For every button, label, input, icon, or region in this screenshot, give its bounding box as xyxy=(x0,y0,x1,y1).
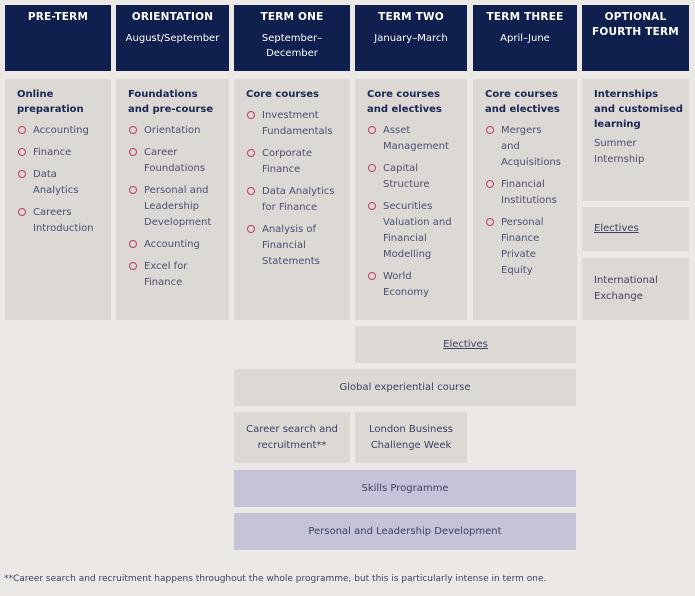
electives-link[interactable]: Electives xyxy=(594,223,639,234)
list-item: Orientation xyxy=(128,123,223,139)
personal-leadership-development xyxy=(234,513,576,550)
header-title: OPTIONAL FOURTH TERM xyxy=(592,11,679,38)
bullet-icon xyxy=(129,186,137,194)
career-search-recruitment xyxy=(234,412,350,463)
column-heading: Core courses xyxy=(246,89,319,100)
list-item: Data Analytics for Finance xyxy=(246,184,344,216)
header-title: ORIENTATION xyxy=(131,11,214,23)
list-item: Accounting xyxy=(17,123,105,139)
header-title: TERM ONE xyxy=(260,11,324,23)
skills-programme xyxy=(234,470,576,507)
bullet-icon xyxy=(18,208,26,216)
bullet-icon xyxy=(486,218,494,226)
column-pre-term xyxy=(5,79,111,320)
bullet-icon xyxy=(368,202,376,210)
list-item: Finance xyxy=(17,145,105,161)
london-business-label: London Business Challenge Week xyxy=(369,423,453,451)
bullet-icon xyxy=(368,164,376,172)
header-optional-fourth-term xyxy=(582,5,689,71)
column-fourth-term xyxy=(582,79,689,201)
list-item: Personal and Leadership Development xyxy=(128,183,223,231)
bullet-icon xyxy=(368,126,376,134)
header-subtitle: August/September xyxy=(125,33,220,44)
bullet-icon xyxy=(486,180,494,188)
bullet-icon xyxy=(247,225,255,233)
bullet-icon xyxy=(18,126,26,134)
bullet-icon xyxy=(129,126,137,134)
global-experiential-label: Global experiential course xyxy=(339,381,471,393)
bullet-icon xyxy=(247,111,255,119)
bullet-icon xyxy=(18,148,26,156)
header-term-three xyxy=(473,5,577,71)
column-heading: Internships and customised learning xyxy=(594,89,683,130)
bullet-icon xyxy=(18,170,26,178)
header-term-two xyxy=(355,5,467,71)
pld-label: Personal and Leadership Development xyxy=(308,525,502,537)
list-item: Financial Institutions xyxy=(485,177,571,209)
global-experiential-course xyxy=(234,369,576,406)
bullet-icon xyxy=(247,149,255,157)
header-subtitle: January–March xyxy=(374,33,448,44)
list-item: Corporate Finance xyxy=(246,146,344,178)
header-title: TERM THREE xyxy=(486,11,564,23)
electives-link[interactable]: Electives xyxy=(443,338,488,350)
list-item: Data Analytics xyxy=(17,167,105,199)
list-item: Analysis of Financial Statements xyxy=(246,222,344,270)
header-title: TERM TWO xyxy=(378,11,444,23)
header-subtitle: September– December xyxy=(261,33,323,59)
header-orientation xyxy=(116,5,229,71)
electives-band xyxy=(355,326,576,363)
bullet-icon xyxy=(129,240,137,248)
list-item: Mergers and Acquisitions xyxy=(485,123,571,171)
list-item: Personal Finance Private Equity xyxy=(485,215,571,279)
list-item: Capital Structure xyxy=(367,161,461,193)
column-term-two xyxy=(355,79,467,320)
international-exchange xyxy=(582,258,689,320)
bullet-icon xyxy=(247,187,255,195)
column-heading: Core courses and electives xyxy=(485,89,560,115)
list-item: Excel for Finance xyxy=(128,259,223,291)
column-heading: Core courses and electives xyxy=(367,89,442,115)
column-term-three xyxy=(473,79,577,320)
list-item: Accounting xyxy=(128,237,223,253)
international-exchange-label: International Exchange xyxy=(594,275,658,302)
column-heading: Foundations and pre-course xyxy=(128,89,214,115)
header-pre-term xyxy=(5,5,111,71)
header-subtitle: April–June xyxy=(500,33,550,44)
list-item: Securities Valuation and Financial Modelling xyxy=(367,199,461,263)
skills-programme-label: Skills Programme xyxy=(361,482,449,494)
list-item: Careers Introduction xyxy=(17,205,105,237)
bullet-icon xyxy=(129,148,137,156)
bullet-icon xyxy=(368,272,376,280)
bullet-icon xyxy=(486,126,494,134)
column-orientation xyxy=(116,79,229,320)
list-item: Career Foundations xyxy=(128,145,223,177)
london-business-challenge xyxy=(355,412,467,463)
bullet-icon xyxy=(129,262,137,270)
column-term-one xyxy=(234,79,350,320)
header-title: PRE-TERM xyxy=(27,11,89,23)
career-search-label: Career search and recruitment** xyxy=(246,423,338,451)
summer-internship: Summer Internship xyxy=(594,138,645,165)
list-item: World Economy xyxy=(367,269,461,301)
footnote: **Career search and recruitment happens throughout the whole programme, but this is particularly intense in term one. xyxy=(4,574,547,584)
column-heading: Online preparation xyxy=(17,89,84,115)
list-item: Asset Management xyxy=(367,123,461,155)
header-term-one xyxy=(234,5,350,71)
list-item: Investment Fundamentals xyxy=(246,108,344,140)
fourth-term-electives xyxy=(582,207,689,251)
